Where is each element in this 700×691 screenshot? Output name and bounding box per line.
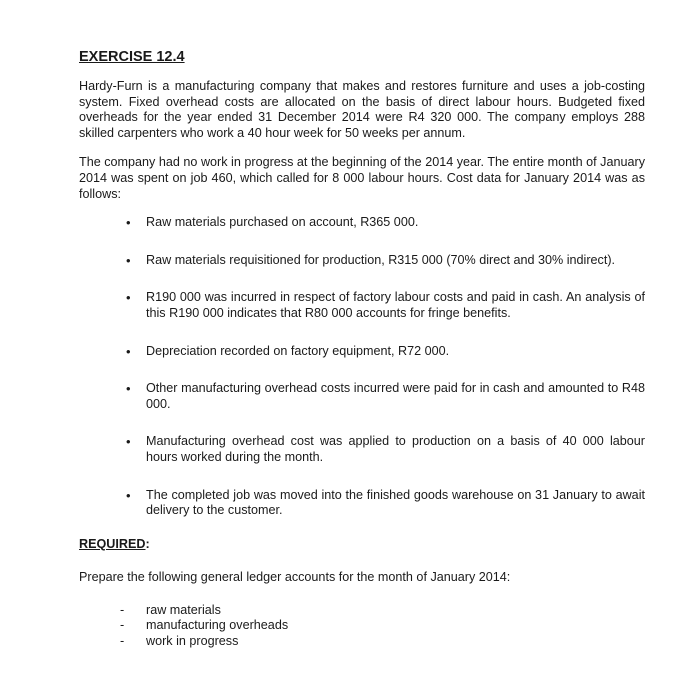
list-item-text: Other manufacturing overhead costs incurred were paid for in cash and amounted to R48 000. [146,381,645,411]
dash-icon: - [120,618,125,633]
list-item-text: The completed job was moved into the finished goods warehouse on 31 January to await delivery to the customer. [146,487,645,518]
intro-paragraph: Hardy-Furn is a manufacturing company that makes and restores furniture and uses a job-costing system. Fixed overhead costs are allocated on the basis of direct labour hours. Budgeted fixed overheads for the year ended 31 December 2014 were R4 320 000. The company employs 288 skilled carpenters who work a 40 hour week for 50 weeks per annum. [79,79,645,140]
bullet-icon: • [126,252,131,268]
list-item [126,434,645,465]
list-item-text: Depreciation recorded on factory equipment, R72 000. [146,343,450,358]
dash-icon: - [120,634,125,649]
bullet-icon: • [126,434,131,450]
bullet-icon: • [126,215,131,231]
bullet-icon: • [126,487,131,503]
list-item [126,381,645,412]
account-name: raw materials [146,602,221,617]
list-item [126,290,645,321]
cost-data-list [79,215,645,519]
list-item [120,618,645,634]
required-instruction: Prepare the following general ledger accounts for the month of January 2014: [79,570,511,585]
bullet-icon: • [126,290,131,306]
list-item-text: Manufacturing overhead cost was applied to production on a basis of 40 000 labour hours worked during the month. [146,434,645,464]
account-name: work in progress [146,634,239,649]
list-item [120,634,645,650]
list-item [126,343,645,360]
exercise-title: EXERCISE 12.4 [79,49,185,65]
account-name: manufacturing overheads [146,618,289,633]
required-colon: : [145,536,150,551]
ledger-accounts-list [79,603,645,650]
list-item [126,252,645,269]
list-item [120,602,645,619]
dash-icon: - [120,602,125,617]
bullet-icon: • [126,343,131,359]
list-item [126,215,645,231]
required-heading [79,537,645,553]
cost-data-paragraph: The company had no work in progress at the beginning of the 2014 year. The entire month of January 2014 was spent on job 460, which called for 8 000 labour hours. Cost data for January 2014 was as follows: [79,155,645,201]
list-item-text: Raw materials purchased on account, R365 000. [146,215,419,230]
list-item-text: R190 000 was incurred in respect of factory labour costs and paid in cash. An analysis of this R190 000 indicates that R80 000 accounts for fringe benefits. [146,290,645,320]
list-item-text: Raw materials requisitioned for production, R315 000 (70% direct and 30% indirect). [146,252,616,267]
exercise-page [79,49,645,650]
required-label: REQUIRED [79,536,146,551]
list-item [126,487,645,519]
bullet-icon: • [126,381,131,397]
